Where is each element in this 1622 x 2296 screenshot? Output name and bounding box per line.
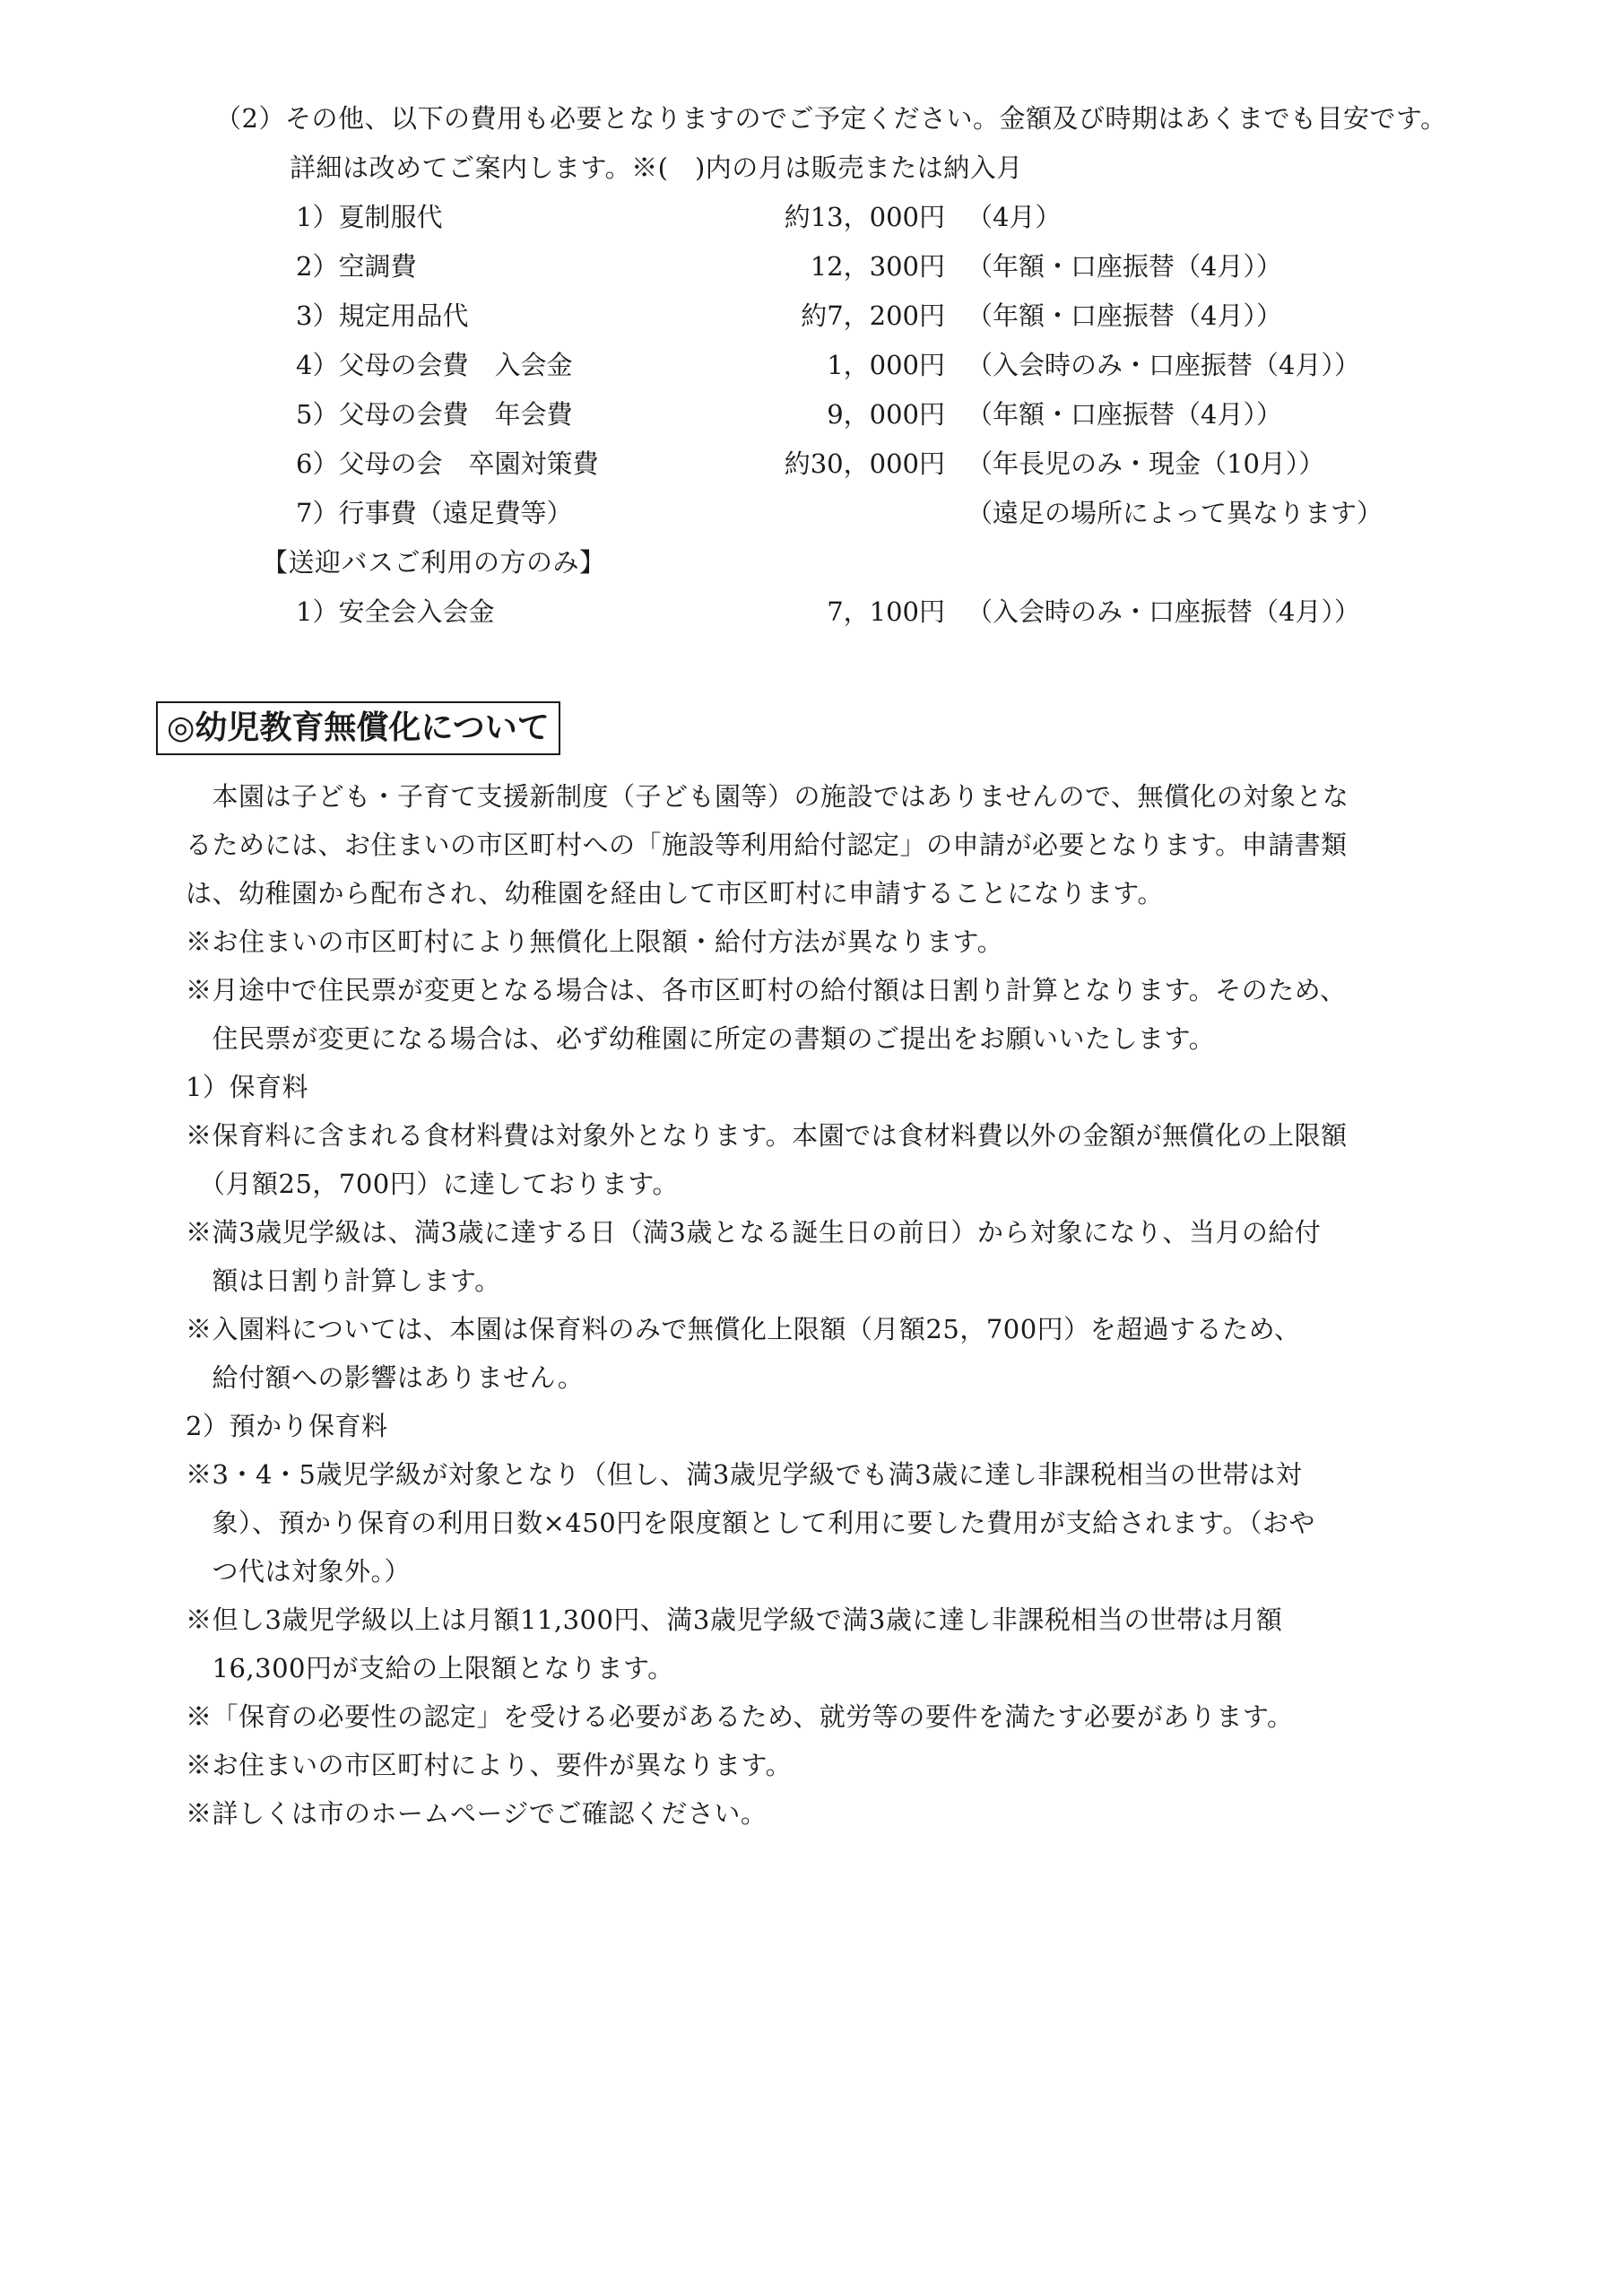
body-line: ※但し3歳児学級以上は月額11,300円、満3歳児学級で満3歳に達し非課税相当の世帯は月額: [186, 1605, 1283, 1635]
body-line: は、幼稚園から配布され、幼稚園を経由して市区町村に申請することになります。: [186, 878, 1164, 909]
fee-row: [0, 248, 1622, 284]
fee-note: （入会時のみ・口座振替（4月））: [967, 596, 1360, 627]
body-line: ※お住まいの市区町村により無償化上限額・給付方法が異なります。: [186, 926, 1004, 957]
section2-intro-line1: （2）その他、以下の費用も必要となりますのでご予定ください。金額及び時期はあくまでも目安です。: [215, 103, 1447, 134]
body-line: 住民票が変更になる場合は、必ず幼稚園に所定の書類のご提出をお願いいたします。: [186, 1023, 1216, 1054]
fee-amount: 約30，000円: [784, 448, 945, 479]
body-line: 象）、預かり保育の利用日数×450円を限度額として利用に要した費用が支給されます。（おや: [186, 1508, 1315, 1538]
body-line: 額は日割り計算します。: [186, 1265, 501, 1296]
body-line: ※詳しくは市のホームページでご確認ください。: [186, 1798, 768, 1829]
fee-amount: 約13，000円: [784, 202, 945, 232]
fee-amount: 1，000円: [827, 350, 945, 380]
fee-note: （年額・口座振替（4月））: [967, 399, 1282, 430]
fee-label: 6）父母の会 卒園対策費: [296, 448, 599, 479]
fee-note: （入会時のみ・口座振替（4月））: [967, 350, 1360, 380]
fee-note: （遠足の場所によって異なります）: [967, 498, 1383, 528]
body-line: ※保育料に含まれる食材料費は対象外となります。本園では食材料費以外の金額が無償化の上限額: [186, 1120, 1348, 1151]
fee-row: [0, 396, 1622, 432]
bus-heading: 【送迎バスご利用の方のみ】: [262, 547, 606, 578]
fee-row: [0, 495, 1622, 531]
body-line: ※入園料については、本園は保育料のみで無償化上限額（月額25，700円）を超過するため、: [186, 1314, 1301, 1344]
body-line: ※お住まいの市区町村により、要件が異なります。: [186, 1750, 793, 1780]
body-line: 本園は子ども・子育て支援新制度（子ども園等）の施設ではありませんので、無償化の対象とな: [186, 781, 1349, 812]
fee-label: 5）父母の会費 年会費: [296, 399, 573, 430]
fee-row: [0, 347, 1622, 383]
fee-note: （年額・口座振替（4月））: [967, 300, 1282, 331]
body-line: ※3・4・5歳児学級が対象となり（但し、満3歳児学級でも満3歳に達し非課税相当の世帯は対: [186, 1459, 1303, 1490]
body-line: 給付額への影響はありません。: [186, 1362, 585, 1393]
body-line: （月額25，700円）に達しております。: [186, 1169, 679, 1199]
fee-amount: 9，000円: [827, 399, 945, 430]
body-line: ※満3歳児学級は、満3歳に達する日（満3歳となる誕生日の前日）から対象になり、当月の給付: [186, 1217, 1322, 1248]
fee-note: （年額・口座振替（4月））: [967, 251, 1282, 282]
body-line: つ代は対象外。）: [186, 1556, 412, 1587]
fee-label: 4）父母の会費 入会金: [296, 350, 573, 380]
fee-amount: 12，300円: [810, 251, 945, 282]
section2-intro-line2: 詳細は改めてご案内します。※( )内の月は販売または納入月: [290, 152, 1023, 183]
body-line: 16,300円が支給の上限額となります。: [186, 1653, 674, 1683]
body-line: ※「保育の必要性の認定」を受ける必要があるため、就労等の要件を満たす必要があります。: [186, 1701, 1294, 1732]
fee-label: 7）行事費（遠足費等）: [296, 498, 573, 528]
fee-row: [0, 298, 1622, 334]
fee-row: [0, 199, 1622, 235]
fee-note: （年長児のみ・現金（10月））: [967, 448, 1325, 479]
fee-row: [0, 446, 1622, 482]
fee-label: 3）規定用品代: [296, 300, 469, 331]
fee-note: （4月）: [967, 202, 1062, 232]
body-line: るためには、お住まいの市区町村への「施設等利用給付認定」の申請が必要となります。申請書類: [186, 830, 1348, 860]
body-line: 2）預かり保育料: [186, 1411, 388, 1441]
fee-label: 1）安全会入会金: [296, 596, 495, 627]
section-heading-mushouka: ◎幼児教育無償化について: [156, 701, 560, 755]
fee-amount: 約7，200円: [801, 300, 945, 331]
bus-fee-row: [0, 594, 1622, 630]
fee-label: 1）夏制服代: [296, 202, 443, 232]
body-line: ※月途中で住民票が変更となる場合は、各市区町村の給付額は日割り計算となります。そのため、: [186, 975, 1347, 1005]
body-line: 1）保育料: [186, 1072, 308, 1102]
fee-amount: 7，100円: [827, 596, 945, 627]
fee-label: 2）空調費: [296, 251, 417, 282]
